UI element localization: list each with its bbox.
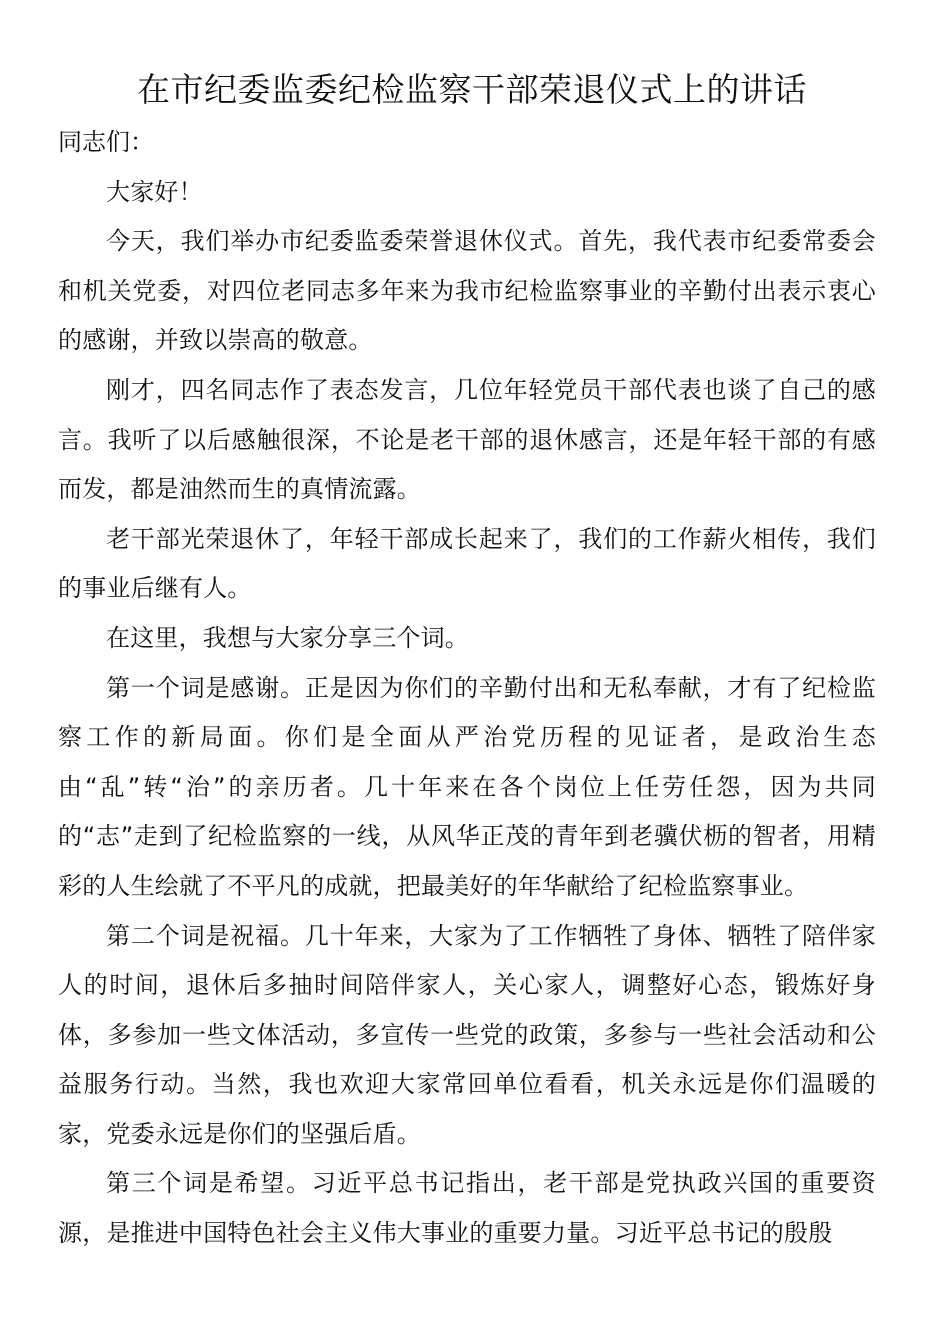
paragraph-opening: 今天，我们举办市纪委监委荣誉退休仪式。首先，我代表市纪委常委会和机关党委，对四位老同志多年来为我市纪检监察事业的辛勤付出表示衷心的感谢，并致以崇高的敬意。: [58, 227, 876, 355]
paragraph-three-words-intro: 在这里，我想与大家分享三个词。: [106, 623, 469, 652]
paragraph-succession: 老干部光荣退休了，年轻干部成长起来了，我们的工作薪火相传，我们的事业后继有人。: [58, 524, 876, 603]
paragraph-word-thanks: 第一个词是感谢。正是因为你们的辛勤付出和无私奉献，才有了纪检监察工作的新局面。你们是全面从严治党历程的见证者，是政治生态由“乱”转“治”的亲历者。几十年来在各个岗位上任劳任怨，因为共同的“志”走到了纪检监察的一线，从风华正茂的青年到老骥伏枥的智者，用精彩的人生绘就了不平凡的成就，把最美好的年华献给了纪检监察事业。: [58, 673, 876, 900]
paragraph-speeches: 刚才，四名同志作了表态发言，几位年轻党员干部代表也谈了自己的感言。我听了以后感触很深，不论是老干部的退休感言，还是年轻干部的有感而发，都是油然而生的真情流露。: [58, 375, 876, 504]
paragraph-word-hope: 第三个词是希望。习近平总书记指出，老干部是党执政兴国的重要资源，是推进中国特色社会主义伟大事业的重要力量。习近平总书记的殷殷: [58, 1169, 876, 1248]
paragraph-word-blessing: 第二个词是祝福。几十年来，大家为了工作牺牲了身体、牺牲了陪伴家人的时间，退休后多抽时间陪伴家人，关心家人，调整好心态，锻炼好身体，多参加一些文体活动，多宣传一些党的政策，多参与一些社会活动和公益服务行动。当然，我也欢迎大家常回单位看看，机关永远是你们温暖的家，党委永远是你们的坚强后盾。: [58, 921, 876, 1148]
page-title: 在市纪委监委纪检监察干部荣退仪式上的讲话: [137, 70, 807, 109]
paragraph-greeting: 大家好！: [106, 177, 203, 206]
salutation: 同志们：: [58, 128, 154, 156]
